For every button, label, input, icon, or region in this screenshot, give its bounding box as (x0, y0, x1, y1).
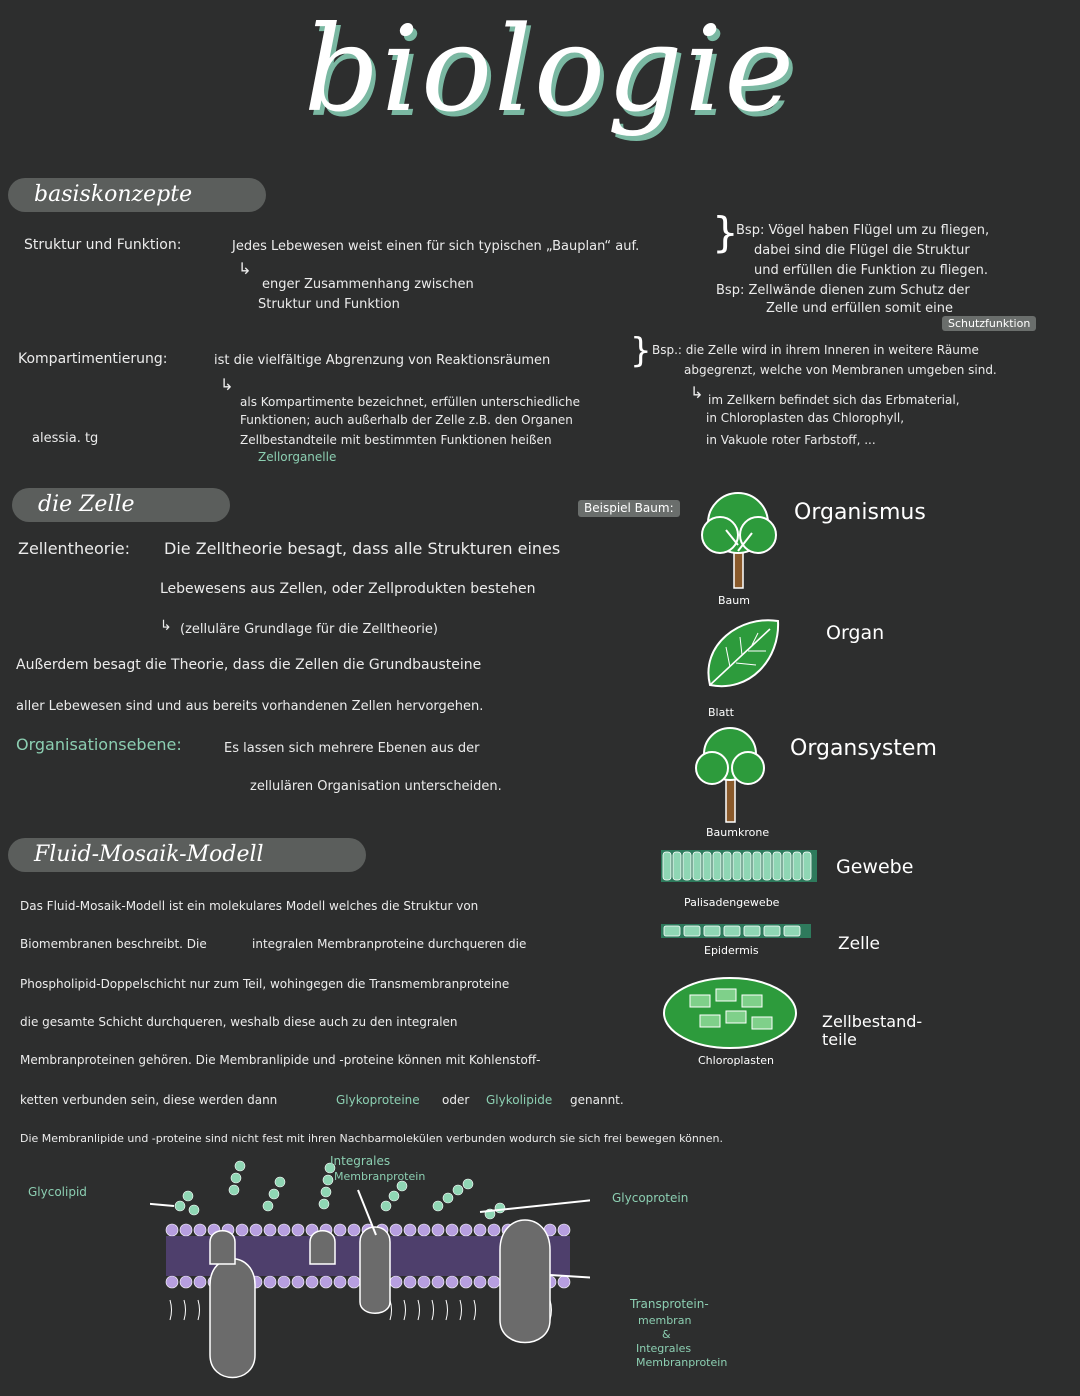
organisation-text2: zellulären Organisation unterscheiden. (250, 779, 502, 794)
zelltheorie-line5: aller Lebewesen sind und aus bereits vorhandenen Zellen hervorgehen. (16, 699, 484, 714)
level-gewebe: Gewebe (836, 856, 914, 878)
integral-label-2: Membranprotein (334, 1170, 426, 1183)
kompartiment-sub4: Zellorganelle (258, 450, 337, 464)
struktur-text: Jedes Lebewesen weist einen für sich typischen „Bauplan“ auf. (232, 239, 640, 254)
beispiel-label: Beispiel Baum: (578, 500, 680, 517)
transprotein-label-4: Integrales (636, 1342, 692, 1355)
kompartiment-term: Kompartimentierung: (18, 351, 168, 367)
fluid-line-6d: Glykolipide (486, 1093, 553, 1107)
struktur-ex4: Bsp: Zellwände dienen zum Schutz der (716, 283, 970, 298)
kompartiment-ex1: Bsp.: die Zelle wird in ihrem Inneren in weitere Räume (652, 343, 979, 357)
brace-icon: } (630, 331, 652, 371)
zelltheorie-line1: Die Zelltheorie besagt, dass alle Strukturen eines (164, 539, 561, 558)
fluid-line-4: die gesamte Schicht durchqueren, weshalb diese auch zu den integralen (20, 1015, 458, 1029)
epidermis-illustration (660, 923, 812, 939)
zelltheorie-line2: Lebewesens aus Zellen, oder Zellprodukten bestehen (160, 581, 536, 597)
fluid-line-1: Das Fluid-Mosaik-Modell ist ein molekulares Modell welches die Struktur von (20, 899, 479, 913)
kompartiment-ex4: in Chloroplasten das Chlorophyll, (706, 411, 905, 425)
fluid-line-3: Phospholipid-Doppelschicht nur zum Teil, wohingegen die Transmembranproteine (20, 977, 510, 991)
zelltheorie-line4: Außerdem besagt die Theorie, dass die Zellen die Grundbausteine (16, 657, 482, 673)
struktur-sub2: Struktur und Funktion (258, 297, 400, 312)
kompartiment-sub1: als Kompartimente bezeichnet, erfüllen unterschiedliche (240, 395, 581, 409)
organisation-text1: Es lassen sich mehrere Ebenen aus der (224, 741, 480, 756)
struktur-term: Struktur und Funktion: (24, 237, 182, 253)
level-organismus: Organismus (794, 500, 926, 525)
organisation-term: Organisationsebene: (16, 735, 182, 754)
author-signature: alessia. tg (32, 431, 99, 446)
fluid-line-6a: ketten verbunden sein, diese werden dann (20, 1093, 278, 1107)
fluid-line-7: Die Membranlipide und -proteine sind nicht fest mit ihren Nachbarmolekülen verbunden wodurch sie sich frei bewegen können. (20, 1132, 724, 1145)
transprotein-label-5: Membranprotein (636, 1356, 728, 1369)
arrow-icon: ↳ (220, 375, 234, 394)
section-header-fluid-mosaik: Fluid-Mosaik-Modell (8, 838, 366, 872)
glycoprotein-label: Glycoprotein (612, 1191, 689, 1205)
chloroplast-illustration (660, 975, 800, 1053)
kompartiment-ex5: in Vakuole roter Farbstoff, ... (706, 433, 876, 447)
blatt-label: Blatt (708, 706, 734, 719)
arrow-icon: ↳ (160, 618, 172, 634)
struktur-ex5: Zelle und erfüllen somit eine (766, 301, 953, 316)
kompartiment-sub2: Funktionen; auch außerhalb der Zelle z.B. den Organen (240, 413, 573, 427)
fluid-line-6b: Glykoproteine (336, 1093, 420, 1107)
page-title: biologie (303, 0, 797, 138)
integral-label-1: Integrales (330, 1154, 391, 1168)
zelltheorie-term: Zellentheorie: (18, 539, 130, 558)
arrow-icon: ↳ (238, 259, 252, 278)
level-zelle: Zelle (838, 934, 881, 954)
level-zellbestandteile-1: Zellbestand- (822, 1012, 923, 1031)
fluid-line-2a: Biomembranen beschreibt. Die (20, 937, 207, 951)
baumkrone-label: Baumkrone (706, 826, 770, 839)
brace-icon: } (712, 208, 739, 257)
leaf-illustration (700, 615, 785, 695)
struktur-ex6: Schutzfunktion (942, 316, 1036, 331)
struktur-ex3: und erfüllen die Funktion zu fliegen. (754, 263, 989, 278)
tree-illustration (690, 485, 790, 595)
arrow-icon: ↳ (690, 383, 704, 402)
kompartiment-ex3: im Zellkern befindet sich das Erbmaterial, (708, 393, 960, 407)
section-header-basiskonzepte: basiskonzepte (8, 178, 266, 212)
baum-label: Baum (718, 594, 750, 607)
section-header-zelle: die Zelle (12, 488, 230, 522)
membrane-diagram (150, 1150, 590, 1390)
struktur-ex1: Bsp: Vögel haben Flügel um zu fliegen, (736, 223, 990, 238)
kompartiment-text: ist die vielfältige Abgrenzung von Reaktionsräumen (214, 353, 551, 368)
glycolipid-label: Glycolipid (28, 1185, 87, 1199)
tree-crown-illustration (690, 720, 770, 825)
fluid-line-2b: integralen Membranproteine durchqueren die (252, 937, 527, 951)
fluid-line-6e: genannt. (570, 1093, 624, 1107)
fluid-line-5: Membranproteinen gehören. Die Membranlipide und -proteine können mit Kohlenstoff- (20, 1053, 541, 1067)
struktur-ex2: dabei sind die Flügel die Struktur (754, 243, 970, 258)
chloroplasten-label: Chloroplasten (698, 1054, 775, 1067)
palisade-tissue-illustration (660, 848, 818, 884)
kompartiment-sub3: Zellbestandteile mit bestimmten Funktionen heißen (240, 433, 552, 447)
kompartiment-ex2: abgegrenzt, welche von Membranen umgeben sind. (684, 363, 997, 377)
fluid-line-6c: oder (442, 1093, 470, 1107)
zelltheorie-line3: (zelluläre Grundlage für die Zelltheorie) (180, 622, 438, 637)
level-zellbestandteile-2: teile (822, 1030, 857, 1049)
transprotein-label-2: membran (638, 1314, 692, 1327)
level-organsystem: Organsystem (790, 736, 937, 761)
transprotein-label-3: & (662, 1328, 671, 1341)
level-organ: Organ (826, 622, 885, 644)
struktur-sub1: enger Zusammenhang zwischen (262, 277, 474, 292)
transprotein-label-1: Transprotein- (630, 1297, 709, 1311)
palisade-label: Palisadengewebe (684, 896, 780, 909)
epidermis-label: Epidermis (704, 944, 759, 957)
